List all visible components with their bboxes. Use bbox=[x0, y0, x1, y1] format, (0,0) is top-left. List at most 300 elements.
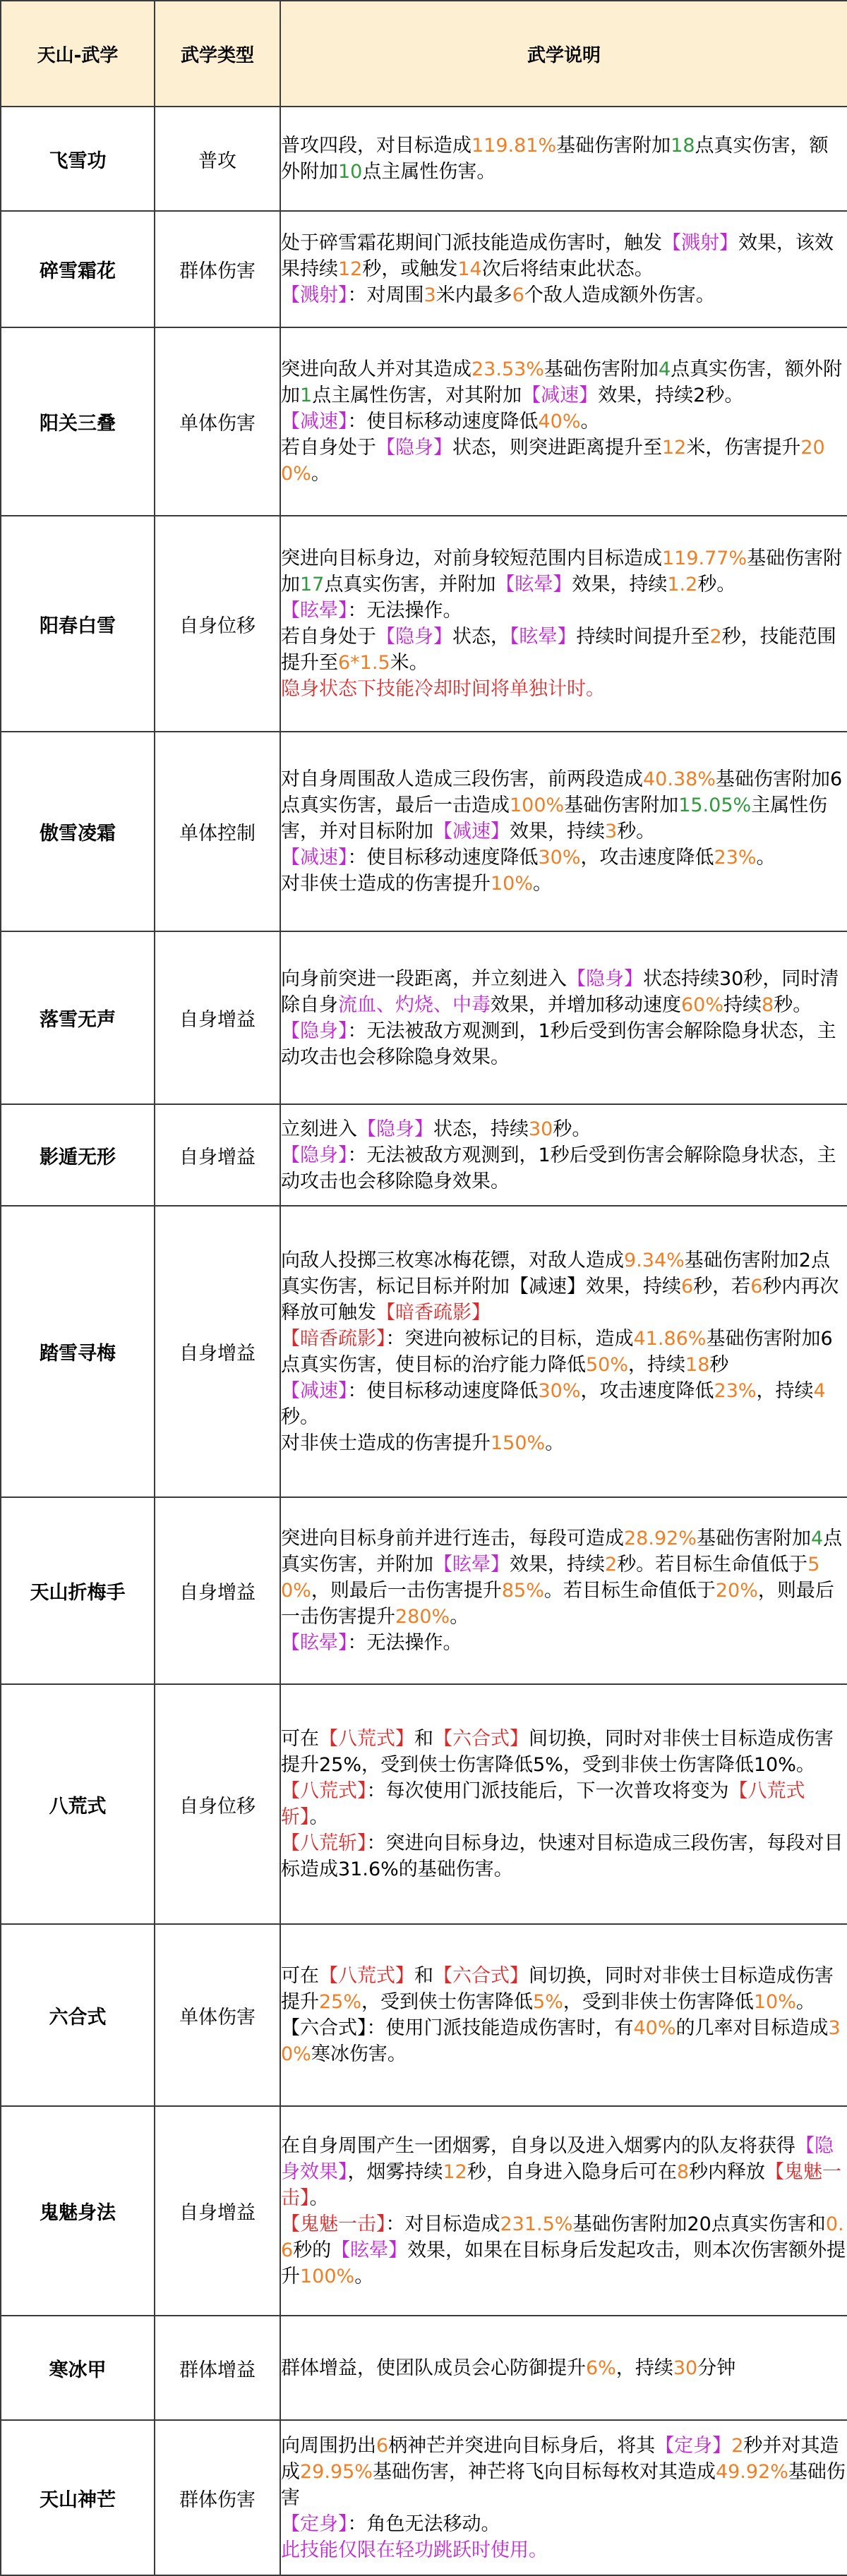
description-segment: 【减速】 bbox=[281, 1379, 348, 1402]
description-line bbox=[281, 356, 847, 409]
description-segment: 【隐身】 bbox=[376, 626, 452, 648]
description-segment: 点真实伤害，额外附加 bbox=[281, 358, 843, 406]
description-segment: 个敌人造成额外伤害。 bbox=[524, 284, 715, 306]
skill-name: 阳关三叠 bbox=[1, 327, 155, 516]
description-segment: 【鬼魅一击】 bbox=[281, 2160, 842, 2209]
description-segment: 群体增益，使团队成员会心防御提升 bbox=[281, 2357, 586, 2379]
skill-name: 飞雪功 bbox=[1, 107, 155, 211]
description-segment: 在自身周围产生一团烟雾，自身以及进入烟雾内的队友将获得 bbox=[281, 2134, 795, 2157]
description-segment: 2 bbox=[709, 626, 722, 648]
description-segment: 3 bbox=[605, 821, 618, 842]
description-segment: 秒 bbox=[709, 1353, 729, 1376]
description-segment: 秒。若目标生命值低于 bbox=[617, 1554, 808, 1576]
skill-row bbox=[1, 732, 847, 931]
skill-description bbox=[280, 327, 847, 516]
skill-row bbox=[1, 2106, 847, 2316]
description-segment: 【暗香疏影】 bbox=[281, 1327, 386, 1350]
skill-name: 六合式 bbox=[1, 1924, 155, 2106]
description-segment: 0.6 bbox=[281, 2213, 844, 2261]
description-segment: 41.86% bbox=[633, 1327, 707, 1350]
description-segment: 状态，持续 bbox=[433, 1118, 529, 1140]
description-segment: 秒并对其造成 bbox=[281, 2434, 839, 2483]
description-line bbox=[281, 1726, 847, 1778]
description-segment: 【溅射】 bbox=[281, 284, 348, 306]
description-segment: ：角色无法移动。 bbox=[347, 2512, 500, 2535]
skill-type: 单体控制 bbox=[155, 732, 280, 931]
skill-type: 单体伤害 bbox=[155, 1924, 280, 2106]
skill-type: 自身增益 bbox=[155, 2106, 280, 2316]
skill-row bbox=[1, 2420, 847, 2575]
description-segment: ：无法被敌方观测到，1秒后受到伤害会解除隐身状态，主动攻击也会移除隐身效果。 bbox=[281, 1020, 836, 1068]
description-segment: 【隐身】 bbox=[376, 437, 452, 459]
description-segment: 秒，技能范围提升至 bbox=[281, 626, 836, 674]
description-segment: 【六合式】 bbox=[433, 1728, 529, 1750]
description-segment: 秒。 bbox=[617, 821, 656, 842]
description-segment: ：突进向被标记的目标，造成 bbox=[385, 1327, 634, 1350]
description-segment: 基础伤害附加2点真实伤害，标记目标并附加【减速】效果，持续 bbox=[281, 1249, 830, 1298]
description-segment: 次后将结束此状态。 bbox=[481, 258, 654, 280]
description-line bbox=[281, 1963, 847, 2015]
description-segment: 米。 bbox=[390, 652, 428, 674]
description-segment: 280% bbox=[395, 1606, 450, 1628]
description-segment: ：对周围 bbox=[347, 284, 424, 306]
skill-name: 傲雪凌霜 bbox=[1, 732, 155, 931]
skill-row bbox=[1, 2316, 847, 2420]
description-segment: 流血、灼烧、中毒 bbox=[338, 993, 491, 1016]
description-segment: 基础伤害附加 bbox=[564, 794, 679, 816]
description-line bbox=[281, 2355, 847, 2381]
description-line bbox=[281, 1247, 847, 1326]
description-segment: 6 bbox=[681, 1275, 694, 1298]
description-segment: 100% bbox=[510, 794, 565, 816]
description-line bbox=[281, 1830, 847, 1882]
description-segment: 【六合式】 bbox=[433, 1965, 529, 1987]
description-segment: 【眩晕】 bbox=[495, 574, 572, 595]
description-segment: 效果，该效果持续 bbox=[281, 232, 834, 280]
skill-name: 踏雪寻梅 bbox=[1, 1206, 155, 1497]
skill-row bbox=[1, 1497, 847, 1684]
description-segment: 【减速】 bbox=[281, 847, 348, 869]
description-segment: 【暗香疏影】 bbox=[376, 1301, 491, 1324]
description-segment: 6 bbox=[376, 2434, 389, 2457]
description-segment: 【眩晕】 bbox=[331, 2239, 408, 2261]
description-segment: 18 bbox=[671, 135, 695, 157]
description-segment: 【减速】 bbox=[433, 821, 510, 842]
description-segment: 寒冰伤害。 bbox=[311, 2043, 407, 2065]
description-line bbox=[281, 282, 847, 308]
description-segment: 119.81% bbox=[471, 135, 557, 157]
description-line bbox=[281, 435, 847, 487]
description-segment: 效果，如果在目标身后发起攻击，则本次伤害额外提升 bbox=[281, 2239, 846, 2287]
description-segment: 【八荒式】 bbox=[281, 1780, 367, 1802]
description-segment: 【六合式】：使用门派技能造成伤害时，有 bbox=[281, 2017, 634, 2039]
description-line bbox=[281, 871, 847, 897]
description-segment: 10% bbox=[753, 1991, 796, 2013]
description-segment: 此技能仅限在轻功跳跃时使用。 bbox=[281, 2539, 548, 2561]
description-segment: 10 bbox=[338, 161, 363, 183]
description-segment: ，持续 bbox=[628, 1353, 686, 1376]
description-segment: 【眩晕】 bbox=[433, 1554, 510, 1576]
skill-type: 自身增益 bbox=[155, 1206, 280, 1497]
description-segment: 2 bbox=[731, 2434, 744, 2457]
description-segment: 秒，自身进入隐身后可在 bbox=[467, 2160, 677, 2183]
description-segment: 基础伤害附加6点真实伤害，使目标的治疗能力降低 bbox=[281, 1327, 833, 1376]
description-segment: 【隐身】 bbox=[357, 1118, 433, 1140]
description-line bbox=[281, 598, 847, 624]
description-segment: 秒。 bbox=[774, 993, 812, 1016]
description-segment: ：无法操作。 bbox=[347, 1632, 462, 1654]
description-segment: 【八荒式斩】 bbox=[281, 1780, 805, 1828]
description-segment: 和 bbox=[414, 1965, 433, 1987]
description-segment: 效果，持续 bbox=[510, 1554, 605, 1576]
description-segment: 23% bbox=[714, 847, 757, 869]
skill-row bbox=[1, 211, 847, 327]
description-segment: 100% bbox=[300, 2265, 355, 2287]
description-segment: 30 bbox=[529, 1118, 553, 1140]
description-line bbox=[281, 2511, 847, 2537]
description-segment: 1 bbox=[300, 385, 313, 406]
description-segment: 对非侠士造成的伤害提升 bbox=[281, 873, 491, 895]
description-segment: 40% bbox=[633, 2017, 676, 2039]
description-segment: 3 bbox=[424, 284, 436, 306]
description-line bbox=[281, 1142, 847, 1195]
description-segment: ：无法操作。 bbox=[347, 600, 462, 622]
description-segment: 持续 bbox=[723, 993, 762, 1016]
description-segment: 。 bbox=[354, 2265, 374, 2287]
description-segment: 119.77% bbox=[662, 548, 747, 569]
description-segment: 40.38% bbox=[643, 768, 716, 790]
description-line bbox=[281, 1326, 847, 1378]
description-line bbox=[281, 1525, 847, 1630]
skill-name: 影遁无形 bbox=[1, 1104, 155, 1206]
description-segment: 30% bbox=[538, 1379, 581, 1402]
skill-row bbox=[1, 327, 847, 516]
skill-name: 寒冰甲 bbox=[1, 2316, 155, 2420]
description-segment: 间切换，同时对非侠士目标造成伤害提升 bbox=[281, 1965, 834, 2013]
description-segment: ：使目标移动速度降低 bbox=[347, 1379, 539, 1402]
description-segment: 【隐身】 bbox=[281, 1144, 348, 1166]
description-segment: 8 bbox=[762, 993, 774, 1016]
description-segment: 隐身状态下技能冷却时间将单独计时。 bbox=[281, 678, 605, 700]
description-line bbox=[281, 2537, 847, 2563]
description-segment: ：每次使用门派技能后，下一次普攻将变为 bbox=[366, 1780, 729, 1802]
description-segment: 30% bbox=[281, 2017, 841, 2065]
description-segment: 突进向目标身前并进行连击，每段可造成 bbox=[281, 1528, 624, 1549]
description-segment: 效果，持续2秒。 bbox=[598, 385, 744, 406]
description-segment: ：无法被敌方观测到，1秒后受到伤害会解除隐身状态，主动攻击也会移除隐身效果。 bbox=[281, 1144, 836, 1192]
description-line bbox=[281, 766, 847, 845]
description-segment: 点真实伤害，并附加 bbox=[281, 1528, 843, 1576]
description-segment: 50% bbox=[281, 1554, 820, 1602]
description-segment: 10% bbox=[491, 873, 534, 895]
skill-name: 天山神芒 bbox=[1, 2420, 155, 2575]
skill-row bbox=[1, 1206, 847, 1497]
description-line bbox=[281, 230, 847, 282]
description-segment: 6% bbox=[586, 2357, 616, 2379]
description-segment: 150% bbox=[491, 1432, 546, 1454]
description-segment: 15.05% bbox=[678, 794, 752, 816]
description-segment: 基础伤害附加 bbox=[543, 358, 659, 380]
description-segment: 【鬼魅一击】 bbox=[281, 2213, 386, 2235]
skill-description bbox=[280, 1497, 847, 1684]
skill-description bbox=[280, 2316, 847, 2420]
description-segment: ：使目标移动速度降低 bbox=[347, 847, 539, 869]
description-segment: 普攻四段，对目标造成 bbox=[281, 135, 471, 157]
description-segment: 12 bbox=[662, 437, 687, 459]
description-segment: 可在 bbox=[281, 1728, 319, 1750]
description-segment: 23.53% bbox=[471, 358, 544, 380]
description-segment: 30% bbox=[538, 847, 581, 869]
description-segment: 点真实伤害，额外附加 bbox=[281, 135, 829, 183]
skill-type: 群体伤害 bbox=[155, 211, 280, 327]
description-segment: 基础伤害附加6点真实伤害，最后一击造成 bbox=[281, 768, 843, 816]
description-line bbox=[281, 1378, 847, 1430]
skill-row bbox=[1, 107, 847, 211]
description-segment: ，受到非侠士伤害降低 bbox=[563, 1991, 754, 2013]
description-segment: 9.34% bbox=[624, 1249, 685, 1271]
description-segment: 米，伤害提升 bbox=[686, 437, 801, 459]
skill-description bbox=[280, 516, 847, 732]
description-segment: 基础伤害附加 bbox=[556, 135, 671, 157]
description-segment: 秒。 bbox=[697, 574, 736, 595]
skill-description bbox=[280, 1206, 847, 1497]
skill-type: 普攻 bbox=[155, 107, 280, 211]
skill-type: 自身增益 bbox=[155, 1104, 280, 1206]
description-segment: 。若目标生命值低于 bbox=[543, 1580, 716, 1602]
description-segment: ，则最后一击伤害提升 bbox=[281, 1580, 834, 1628]
description-segment: ，烟雾持续 bbox=[347, 2160, 443, 2183]
skill-description bbox=[280, 1924, 847, 2106]
skill-name: 阳春白雪 bbox=[1, 516, 155, 732]
description-segment: 20% bbox=[715, 1580, 758, 1602]
description-segment: 秒的 bbox=[293, 2239, 332, 2261]
description-segment: 分钟 bbox=[697, 2357, 736, 2379]
description-segment: 【减速】 bbox=[281, 411, 348, 433]
description-segment: 的几率对目标造成 bbox=[675, 2017, 829, 2039]
description-segment: 基础伤害附加 bbox=[281, 548, 843, 595]
description-line bbox=[281, 845, 847, 871]
description-segment: 。 bbox=[309, 1806, 329, 1828]
description-segment: 18 bbox=[685, 1353, 710, 1376]
description-segment: 基础伤害 bbox=[281, 2460, 846, 2509]
header-skill-desc: 武学说明 bbox=[280, 1, 847, 107]
description-segment: 状态， bbox=[452, 626, 510, 648]
description-segment: 可在 bbox=[281, 1965, 319, 1987]
description-segment: 5% bbox=[533, 1991, 563, 2013]
description-segment: 突进向敌人并对其造成 bbox=[281, 358, 471, 380]
description-segment: 主属性伤害，并对目标附加 bbox=[281, 794, 828, 842]
description-segment: 2 bbox=[605, 1554, 618, 1576]
description-segment: 4 bbox=[658, 358, 671, 380]
description-segment: 40% bbox=[538, 411, 581, 433]
description-segment: 。 bbox=[756, 847, 776, 869]
description-segment: 25% bbox=[319, 1991, 362, 2013]
description-segment: 【溅射】 bbox=[662, 232, 738, 254]
description-line bbox=[281, 2433, 847, 2511]
description-line bbox=[281, 545, 847, 598]
header-skill-type: 武学类型 bbox=[155, 1, 280, 107]
description-segment: 。 bbox=[533, 873, 553, 895]
description-segment: 对自身周围敌人造成三段伤害，前两段造成 bbox=[281, 768, 643, 790]
skill-description bbox=[280, 107, 847, 211]
description-segment: 。 bbox=[545, 1432, 565, 1454]
description-segment: 点真实伤害，并附加 bbox=[324, 574, 496, 595]
description-segment: 29.95% bbox=[300, 2460, 373, 2483]
description-segment: ：突进向目标身边，快速对目标造成三段伤害，每段对目标造成31.6%的基础伤害。 bbox=[281, 1832, 843, 1880]
description-segment: 基础伤害附加20点真实伤害和 bbox=[572, 2213, 826, 2235]
skill-type: 自身位移 bbox=[155, 1684, 280, 1924]
description-segment: 49.92% bbox=[715, 2460, 788, 2483]
description-line bbox=[281, 1778, 847, 1830]
description-segment: 对非侠士造成的伤害提升 bbox=[281, 1432, 491, 1454]
description-segment: 向身前突进一段距离，并立刻进入 bbox=[281, 967, 567, 990]
skill-description bbox=[280, 1684, 847, 1924]
description-segment: ，持续 bbox=[615, 2357, 673, 2379]
description-segment: 6 bbox=[512, 284, 524, 306]
description-segment: 秒，若 bbox=[693, 1275, 751, 1298]
description-segment: 效果，持续 bbox=[572, 574, 668, 595]
description-line bbox=[281, 1018, 847, 1070]
description-segment: 【眩晕】 bbox=[281, 1632, 348, 1654]
description-segment: 30 bbox=[673, 2357, 698, 2379]
description-segment: 基础伤害附加 bbox=[696, 1528, 811, 1549]
skill-description bbox=[280, 732, 847, 931]
description-line bbox=[281, 1430, 847, 1456]
description-segment: 。 bbox=[580, 411, 600, 433]
skill-name: 天山折梅手 bbox=[1, 1497, 155, 1684]
description-segment: 秒。 bbox=[553, 1118, 591, 1140]
skill-name: 碎雪霜花 bbox=[1, 211, 155, 327]
description-segment: 【八荒斩】 bbox=[281, 1832, 367, 1854]
skill-description bbox=[280, 2420, 847, 2575]
description-segment: 12 bbox=[338, 258, 363, 280]
description-line bbox=[281, 1116, 847, 1142]
description-segment: 85% bbox=[501, 1580, 544, 1602]
skill-description bbox=[280, 211, 847, 327]
skill-row bbox=[1, 931, 847, 1104]
description-segment: 状态，则突进距离提升至 bbox=[452, 437, 662, 459]
description-segment: 【隐身】 bbox=[281, 1020, 348, 1042]
description-line bbox=[281, 409, 847, 435]
skill-description bbox=[280, 2106, 847, 2316]
description-segment: 23% bbox=[714, 1379, 757, 1402]
description-segment: 【隐身】 bbox=[567, 967, 643, 990]
skill-description bbox=[280, 1104, 847, 1206]
description-segment: 14 bbox=[457, 258, 482, 280]
skill-row bbox=[1, 1924, 847, 2106]
description-segment: 【眩晕】 bbox=[281, 600, 348, 622]
description-segment: 17 bbox=[300, 574, 325, 595]
description-segment: 向周围扔出 bbox=[281, 2434, 376, 2457]
description-segment: 立刻进入 bbox=[281, 1118, 357, 1140]
description-segment: 状态持续30秒，同时清除自身 bbox=[281, 967, 839, 1016]
description-segment: 柄神芒并突进向目标身后，将其 bbox=[388, 2434, 656, 2457]
header-row bbox=[1, 1, 847, 107]
skill-type: 单体伤害 bbox=[155, 327, 280, 516]
description-segment: 基础伤害，神芒将飞向目标每枚对其造成 bbox=[372, 2460, 716, 2483]
skill-table-body bbox=[1, 107, 847, 2575]
skill-type: 自身增益 bbox=[155, 931, 280, 1104]
description-segment: ，受到侠士伤害降低 bbox=[361, 1991, 534, 2013]
description-segment: 4 bbox=[813, 1379, 826, 1402]
description-segment: 突进向目标身边，对前身较短范围内目标造成 bbox=[281, 548, 662, 569]
skill-row bbox=[1, 1684, 847, 1924]
skill-row bbox=[1, 516, 847, 732]
skill-type: 群体增益 bbox=[155, 2316, 280, 2420]
description-segment: 200% bbox=[281, 437, 825, 485]
skill-type: 自身位移 bbox=[155, 516, 280, 732]
description-segment: 6 bbox=[750, 1275, 763, 1298]
description-segment: 1.2 bbox=[667, 574, 698, 595]
description-segment: ，持续 bbox=[756, 1379, 814, 1402]
description-segment: 【减速】 bbox=[522, 385, 599, 406]
skill-type: 群体伤害 bbox=[155, 2420, 280, 2575]
description-segment: 【定身】 bbox=[655, 2434, 732, 2457]
description-line bbox=[281, 2015, 847, 2067]
description-line bbox=[281, 966, 847, 1018]
skill-type: 自身增益 bbox=[155, 1497, 280, 1684]
description-segment: 4 bbox=[810, 1528, 824, 1549]
description-line bbox=[281, 2211, 847, 2290]
description-line bbox=[281, 133, 847, 185]
description-segment: 。 bbox=[311, 463, 330, 485]
description-segment: 。 bbox=[309, 2187, 329, 2209]
description-segment: 【八荒式】 bbox=[319, 1965, 414, 1987]
description-segment: 60% bbox=[681, 993, 724, 1016]
description-segment: 231.5% bbox=[500, 2213, 573, 2235]
description-segment: 6*1.5 bbox=[338, 652, 390, 674]
description-segment: 【隐身效果】 bbox=[281, 2134, 834, 2183]
skill-name: 落雪无声 bbox=[1, 931, 155, 1104]
description-line bbox=[281, 2133, 847, 2211]
description-segment: ：使目标移动速度降低 bbox=[347, 411, 539, 433]
description-segment: 效果，持续 bbox=[510, 821, 605, 842]
description-segment: 处于碎雪霜花期间门派技能造成伤害时，触发 bbox=[281, 232, 662, 254]
description-segment: ：对目标造成 bbox=[385, 2213, 500, 2235]
description-segment: 。 bbox=[795, 1991, 815, 2013]
description-line bbox=[281, 676, 847, 702]
description-segment: ，攻击速度降低 bbox=[580, 847, 714, 869]
skill-name: 八荒式 bbox=[1, 1684, 155, 1924]
description-segment: 【眩晕】 bbox=[510, 626, 577, 648]
description-segment: 【八荒式】 bbox=[319, 1728, 414, 1750]
description-segment: 若自身处于 bbox=[281, 437, 376, 459]
description-segment: 向敌人投掷三枚寒冰梅花镖，对敌人造成 bbox=[281, 1249, 624, 1271]
description-segment: 8 bbox=[676, 2160, 690, 2183]
skill-row bbox=[1, 1104, 847, 1206]
description-segment: 50% bbox=[586, 1353, 629, 1376]
description-segment: 【定身】 bbox=[281, 2512, 348, 2535]
description-segment: 12 bbox=[443, 2160, 467, 2183]
skill-description bbox=[280, 931, 847, 1104]
description-segment: 秒。 bbox=[281, 1405, 319, 1428]
description-segment: 点主属性伤害。 bbox=[362, 161, 496, 183]
description-segment: 。 bbox=[450, 1606, 469, 1628]
description-segment: 秒内再次释放可触发 bbox=[281, 1275, 839, 1324]
description-segment: 秒内释放 bbox=[689, 2160, 766, 2183]
header-skill-name: 天山-武学 bbox=[1, 1, 155, 107]
description-segment: 效果，并增加移动速度 bbox=[491, 993, 681, 1016]
description-line bbox=[281, 1630, 847, 1656]
description-segment: 米内最多 bbox=[435, 284, 512, 306]
description-line bbox=[281, 624, 847, 676]
skill-name: 鬼魅身法 bbox=[1, 2106, 155, 2316]
description-segment: 和 bbox=[414, 1728, 433, 1750]
description-segment: ，则最后一击伤害提升 bbox=[311, 1580, 502, 1602]
description-segment: 若自身处于 bbox=[281, 626, 376, 648]
description-segment: 秒，或触发 bbox=[362, 258, 458, 280]
description-segment: 间切换，同时对非侠士目标造成伤害提升25%，受到侠士伤害降低5%，受到非侠士伤害降低10%。 bbox=[281, 1728, 834, 1776]
